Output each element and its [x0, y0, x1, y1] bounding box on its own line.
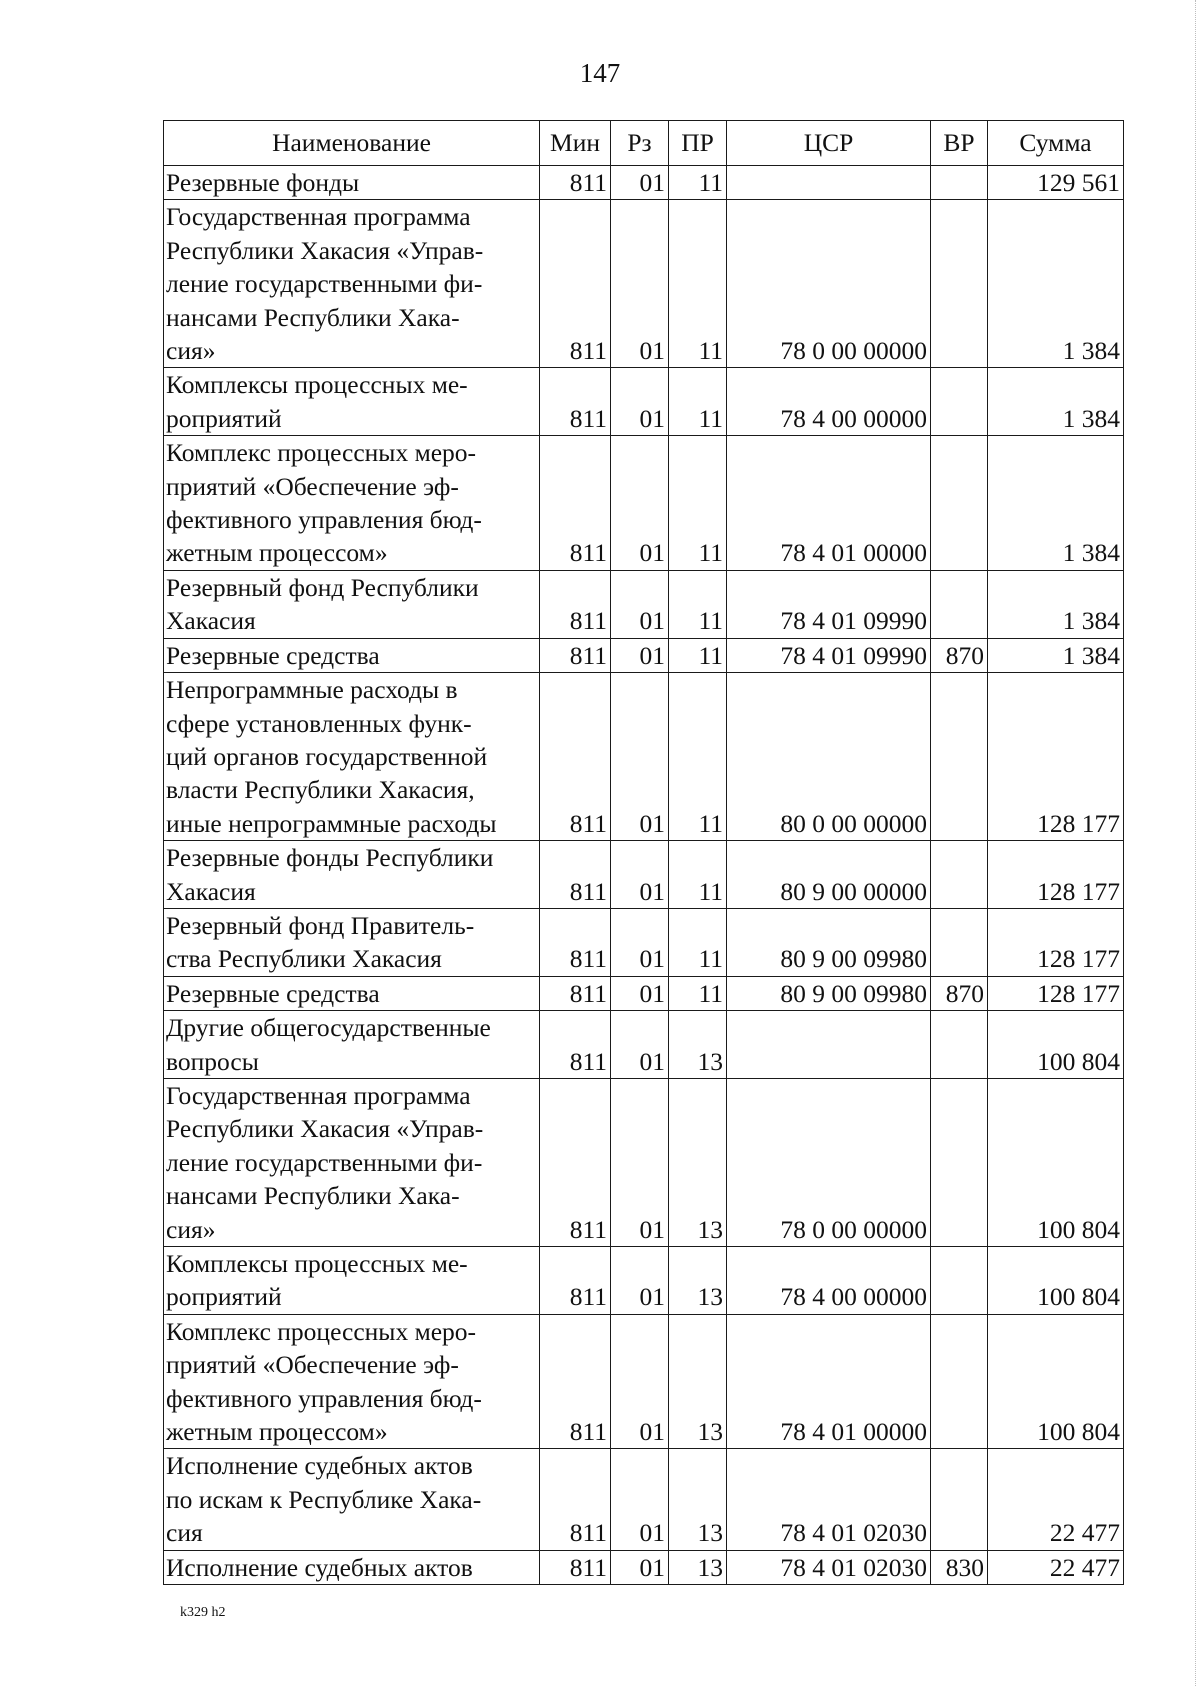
cell-vr — [931, 673, 988, 841]
cell-min: 811 — [540, 908, 611, 976]
cell-pr: 11 — [669, 673, 727, 841]
cell-sum: 1 384 — [988, 368, 1124, 436]
header-sum: Сумма — [988, 121, 1124, 166]
cell-rz: 01 — [611, 1078, 669, 1246]
cell-csr: 78 4 01 00000 — [727, 436, 931, 571]
cell-rz: 01 — [611, 908, 669, 976]
cell-name: Резервные фонды Республики Хакасия — [164, 841, 540, 909]
cell-sum: 100 804 — [988, 1011, 1124, 1079]
cell-min: 811 — [540, 1078, 611, 1246]
cell-csr: 78 4 01 09990 — [727, 570, 931, 638]
cell-min: 811 — [540, 166, 611, 200]
table-row — [164, 1550, 1124, 1584]
header-name: Наименование — [164, 121, 540, 166]
footer-code: k329 h2 — [180, 1605, 226, 1620]
cell-sum: 1 384 — [988, 436, 1124, 571]
cell-pr: 11 — [669, 908, 727, 976]
header-vr: ВР — [931, 121, 988, 166]
cell-pr: 11 — [669, 638, 727, 672]
cell-vr — [931, 1449, 988, 1550]
cell-min: 811 — [540, 673, 611, 841]
cell-rz: 01 — [611, 638, 669, 672]
table-row — [164, 368, 1124, 436]
cell-pr: 13 — [669, 1314, 727, 1449]
cell-pr: 11 — [669, 166, 727, 200]
cell-sum: 1 384 — [988, 570, 1124, 638]
cell-csr: 78 4 01 09990 — [727, 638, 931, 672]
table-row — [164, 638, 1124, 672]
cell-vr — [931, 1011, 988, 1079]
budget-table — [163, 120, 1124, 1585]
cell-name: Комплексы процессных ме- роприятий — [164, 1247, 540, 1315]
cell-vr — [931, 200, 988, 368]
table-row — [164, 841, 1124, 909]
cell-sum: 100 804 — [988, 1078, 1124, 1246]
cell-name: Исполнение судебных актов по искам к Республике Хака- сия — [164, 1449, 540, 1550]
cell-sum: 1 384 — [988, 638, 1124, 672]
cell-pr: 11 — [669, 841, 727, 909]
cell-csr: 80 9 00 09980 — [727, 976, 931, 1010]
cell-name: Непрограммные расходы в сфере установленных функ- ций органов государственной власти Республики Хакасия, иные непрограммные расходы — [164, 673, 540, 841]
cell-csr: 80 9 00 00000 — [727, 841, 931, 909]
cell-name: Комплекс процессных меро- приятий «Обеспечение эф- фективного управления бюд- жетным процессом» — [164, 1314, 540, 1449]
cell-pr: 13 — [669, 1247, 727, 1315]
table-header-row — [164, 121, 1124, 166]
cell-sum: 128 177 — [988, 976, 1124, 1010]
table-body — [164, 166, 1124, 1585]
cell-pr: 13 — [669, 1011, 727, 1079]
cell-rz: 01 — [611, 368, 669, 436]
cell-sum: 22 477 — [988, 1449, 1124, 1550]
cell-rz: 01 — [611, 1550, 669, 1584]
page-number: 147 — [579, 58, 621, 88]
cell-name: Комплекс процессных меро- приятий «Обеспечение эф- фективного управления бюд- жетным процессом» — [164, 436, 540, 571]
cell-rz: 01 — [611, 166, 669, 200]
cell-pr: 13 — [669, 1449, 727, 1550]
cell-sum: 100 804 — [988, 1314, 1124, 1449]
cell-min: 811 — [540, 1449, 611, 1550]
cell-pr: 13 — [669, 1550, 727, 1584]
cell-min: 811 — [540, 638, 611, 672]
table-row — [164, 166, 1124, 200]
cell-vr — [931, 1314, 988, 1449]
cell-name: Государственная программа Республики Хакасия «Управ- ление государственными фи- нансами Республики Хака- сия» — [164, 200, 540, 368]
cell-csr — [727, 166, 931, 200]
cell-sum: 129 561 — [988, 166, 1124, 200]
cell-csr: 78 0 00 00000 — [727, 200, 931, 368]
cell-csr: 78 4 00 00000 — [727, 1247, 931, 1315]
cell-min: 811 — [540, 436, 611, 571]
cell-name: Другие общегосударственные вопросы — [164, 1011, 540, 1079]
scan-edge — [1194, 0, 1196, 1686]
cell-rz: 01 — [611, 1449, 669, 1550]
cell-min: 811 — [540, 1247, 611, 1315]
table-row — [164, 976, 1124, 1010]
header-min: Мин — [540, 121, 611, 166]
cell-min: 811 — [540, 368, 611, 436]
cell-rz: 01 — [611, 1247, 669, 1315]
cell-min: 811 — [540, 1011, 611, 1079]
cell-csr: 80 0 00 00000 — [727, 673, 931, 841]
cell-name: Резервные средства — [164, 976, 540, 1010]
cell-vr — [931, 908, 988, 976]
cell-min: 811 — [540, 841, 611, 909]
table-row — [164, 908, 1124, 976]
cell-vr — [931, 1078, 988, 1246]
cell-csr: 78 4 00 00000 — [727, 368, 931, 436]
cell-rz: 01 — [611, 673, 669, 841]
cell-vr — [931, 166, 988, 200]
cell-rz: 01 — [611, 1011, 669, 1079]
cell-pr: 13 — [669, 1078, 727, 1246]
cell-name: Исполнение судебных актов — [164, 1550, 540, 1584]
cell-rz: 01 — [611, 436, 669, 571]
cell-rz: 01 — [611, 200, 669, 368]
cell-pr: 11 — [669, 436, 727, 571]
cell-name: Резервные средства — [164, 638, 540, 672]
cell-rz: 01 — [611, 570, 669, 638]
cell-csr: 78 4 01 00000 — [727, 1314, 931, 1449]
cell-name: Резервный фонд Республики Хакасия — [164, 570, 540, 638]
cell-csr: 78 0 00 00000 — [727, 1078, 931, 1246]
table-row — [164, 436, 1124, 571]
cell-pr: 11 — [669, 200, 727, 368]
cell-vr: 870 — [931, 638, 988, 672]
cell-csr: 78 4 01 02030 — [727, 1550, 931, 1584]
cell-sum: 22 477 — [988, 1550, 1124, 1584]
cell-csr: 80 9 00 09980 — [727, 908, 931, 976]
cell-min: 811 — [540, 1314, 611, 1449]
table-row — [164, 1247, 1124, 1315]
cell-vr — [931, 368, 988, 436]
cell-name: Резервный фонд Правитель- ства Республики Хакасия — [164, 908, 540, 976]
cell-csr — [727, 1011, 931, 1079]
cell-min: 811 — [540, 976, 611, 1010]
cell-rz: 01 — [611, 841, 669, 909]
cell-vr — [931, 1247, 988, 1315]
cell-sum: 128 177 — [988, 841, 1124, 909]
cell-vr: 830 — [931, 1550, 988, 1584]
cell-sum: 128 177 — [988, 908, 1124, 976]
cell-csr: 78 4 01 02030 — [727, 1449, 931, 1550]
cell-pr: 11 — [669, 976, 727, 1010]
table-row — [164, 1449, 1124, 1550]
cell-sum: 1 384 — [988, 200, 1124, 368]
cell-vr — [931, 570, 988, 638]
cell-rz: 01 — [611, 1314, 669, 1449]
cell-vr: 870 — [931, 976, 988, 1010]
header-rz: Рз — [611, 121, 669, 166]
table-row — [164, 200, 1124, 368]
cell-name: Комплексы процессных ме- роприятий — [164, 368, 540, 436]
table-row — [164, 673, 1124, 841]
cell-name: Резервные фонды — [164, 166, 540, 200]
table-row — [164, 1314, 1124, 1449]
table-row — [164, 1078, 1124, 1246]
table-row — [164, 1011, 1124, 1079]
header-csr: ЦСР — [727, 121, 931, 166]
cell-name: Государственная программа Республики Хакасия «Управ- ление государственными фи- нансами Республики Хака- сия» — [164, 1078, 540, 1246]
cell-pr: 11 — [669, 570, 727, 638]
cell-sum: 128 177 — [988, 673, 1124, 841]
header-pr: ПР — [669, 121, 727, 166]
cell-rz: 01 — [611, 976, 669, 1010]
cell-min: 811 — [540, 1550, 611, 1584]
cell-min: 811 — [540, 570, 611, 638]
table-row — [164, 570, 1124, 638]
cell-pr: 11 — [669, 368, 727, 436]
cell-sum: 100 804 — [988, 1247, 1124, 1315]
cell-min: 811 — [540, 200, 611, 368]
cell-vr — [931, 436, 988, 571]
cell-vr — [931, 841, 988, 909]
